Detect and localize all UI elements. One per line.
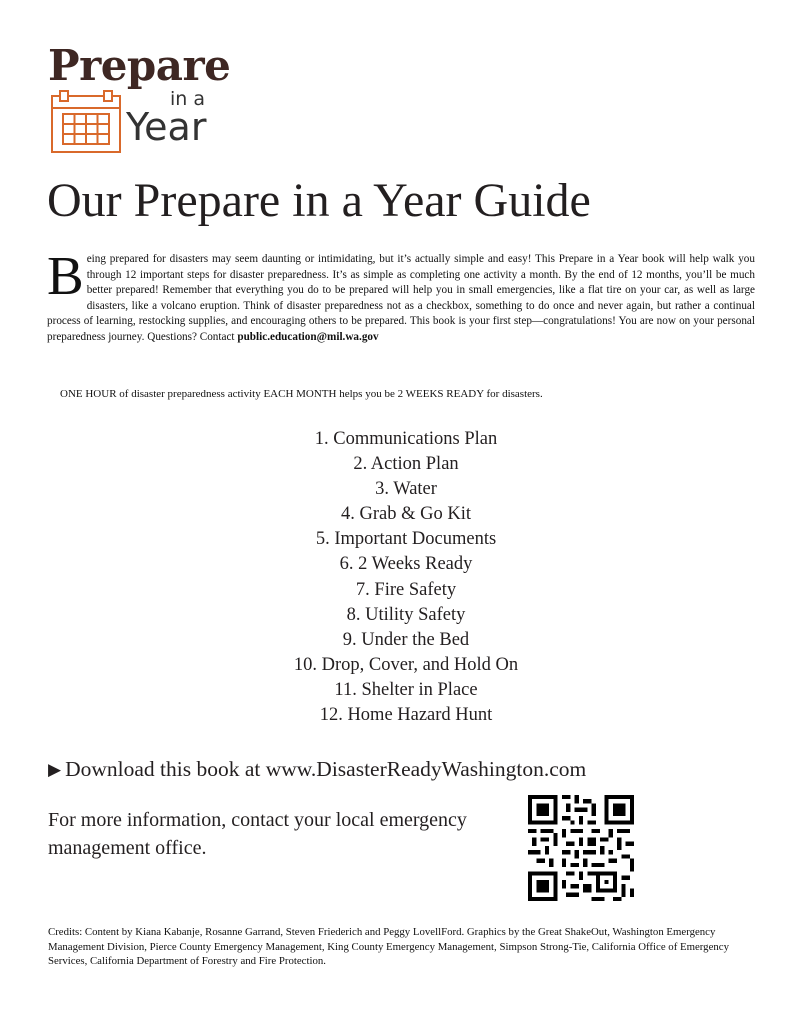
step-item: 4. Grab & Go Kit: [341, 504, 471, 525]
step-item: 9. Under the Bed: [342, 629, 470, 650]
tagline: ONE HOUR of disaster preparedness activity EACH MONTH helps you be 2 WEEKS READY for disasters.: [60, 388, 543, 400]
step-item: 10. Drop, Cover, and Hold On: [293, 654, 519, 675]
logo-word-year: Year: [126, 105, 207, 149]
play-arrow-icon: ▶: [48, 760, 62, 779]
steps-list: [0, 427, 800, 728]
step-item: 5. Important Documents: [315, 529, 497, 550]
drop-cap: B: [47, 245, 84, 306]
step-item: 2. Action Plan: [353, 454, 459, 475]
qr-code-icon[interactable]: [528, 795, 634, 901]
step-item: 6. 2 Weeks Ready: [339, 554, 473, 575]
step-item: 11. Shelter in Place: [334, 679, 478, 700]
download-line: [48, 755, 586, 784]
step-item: 3. Water: [375, 479, 437, 500]
intro-text: eing prepared for disasters may seem daunting or intimidating, but it’s actually simple and easy! This Prepare in a Year book will help walk you through 12 important steps for disaster preparedness. It’s as simple as completing one activity a month. By the end of 12 months, you’ll be much better prepared! Remember that everything you do to be prepared will help you in small emergencies, like a flat tire on your car, as well as large disasters, like a volcano eruption. Think of disaster preparedness not as a checkbox, something to do once and never again, but rather a continual process of learning, restocking supplies, and encouraging others to be prepared. This book is your first step—congratulations! You are now on your personal preparedness journey. Questions? Contact: [47, 253, 755, 343]
prepare-in-a-year-logo: [48, 41, 238, 159]
logo-word-prepare: Prepare: [48, 41, 231, 90]
contact-info: For more information, contact your local emergency management office.: [48, 809, 467, 859]
calendar-icon: [50, 88, 122, 154]
step-item: 8. Utility Safety: [346, 604, 466, 625]
step-item: 12. Home Hazard Hunt: [319, 705, 493, 726]
download-link[interactable]: Download this book at www.DisasterReadyWashington.com: [65, 757, 587, 781]
credits: Credits: Content by Kiana Kabanje, Rosanne Garrand, Steven Friederich and Peggy LovellFord. Graphics by the Great ShakeOut, Washington Emergency Management Division, Pierce County Emergency Management, King County Emergency Management, Simpson Strong-Tie, California Office of Emergency Services, California Department of Forestry and Fire Protection.: [48, 926, 729, 967]
intro-paragraph: [47, 245, 755, 345]
page-title: Our Prepare in a Year Guide: [47, 174, 591, 227]
step-item: 7. Fire Safety: [355, 579, 457, 600]
contact-email[interactable]: public.education@mil.wa.gov: [237, 330, 379, 343]
step-item: 1. Communications Plan: [314, 429, 498, 449]
logo-word-in-a: in a: [170, 88, 206, 110]
